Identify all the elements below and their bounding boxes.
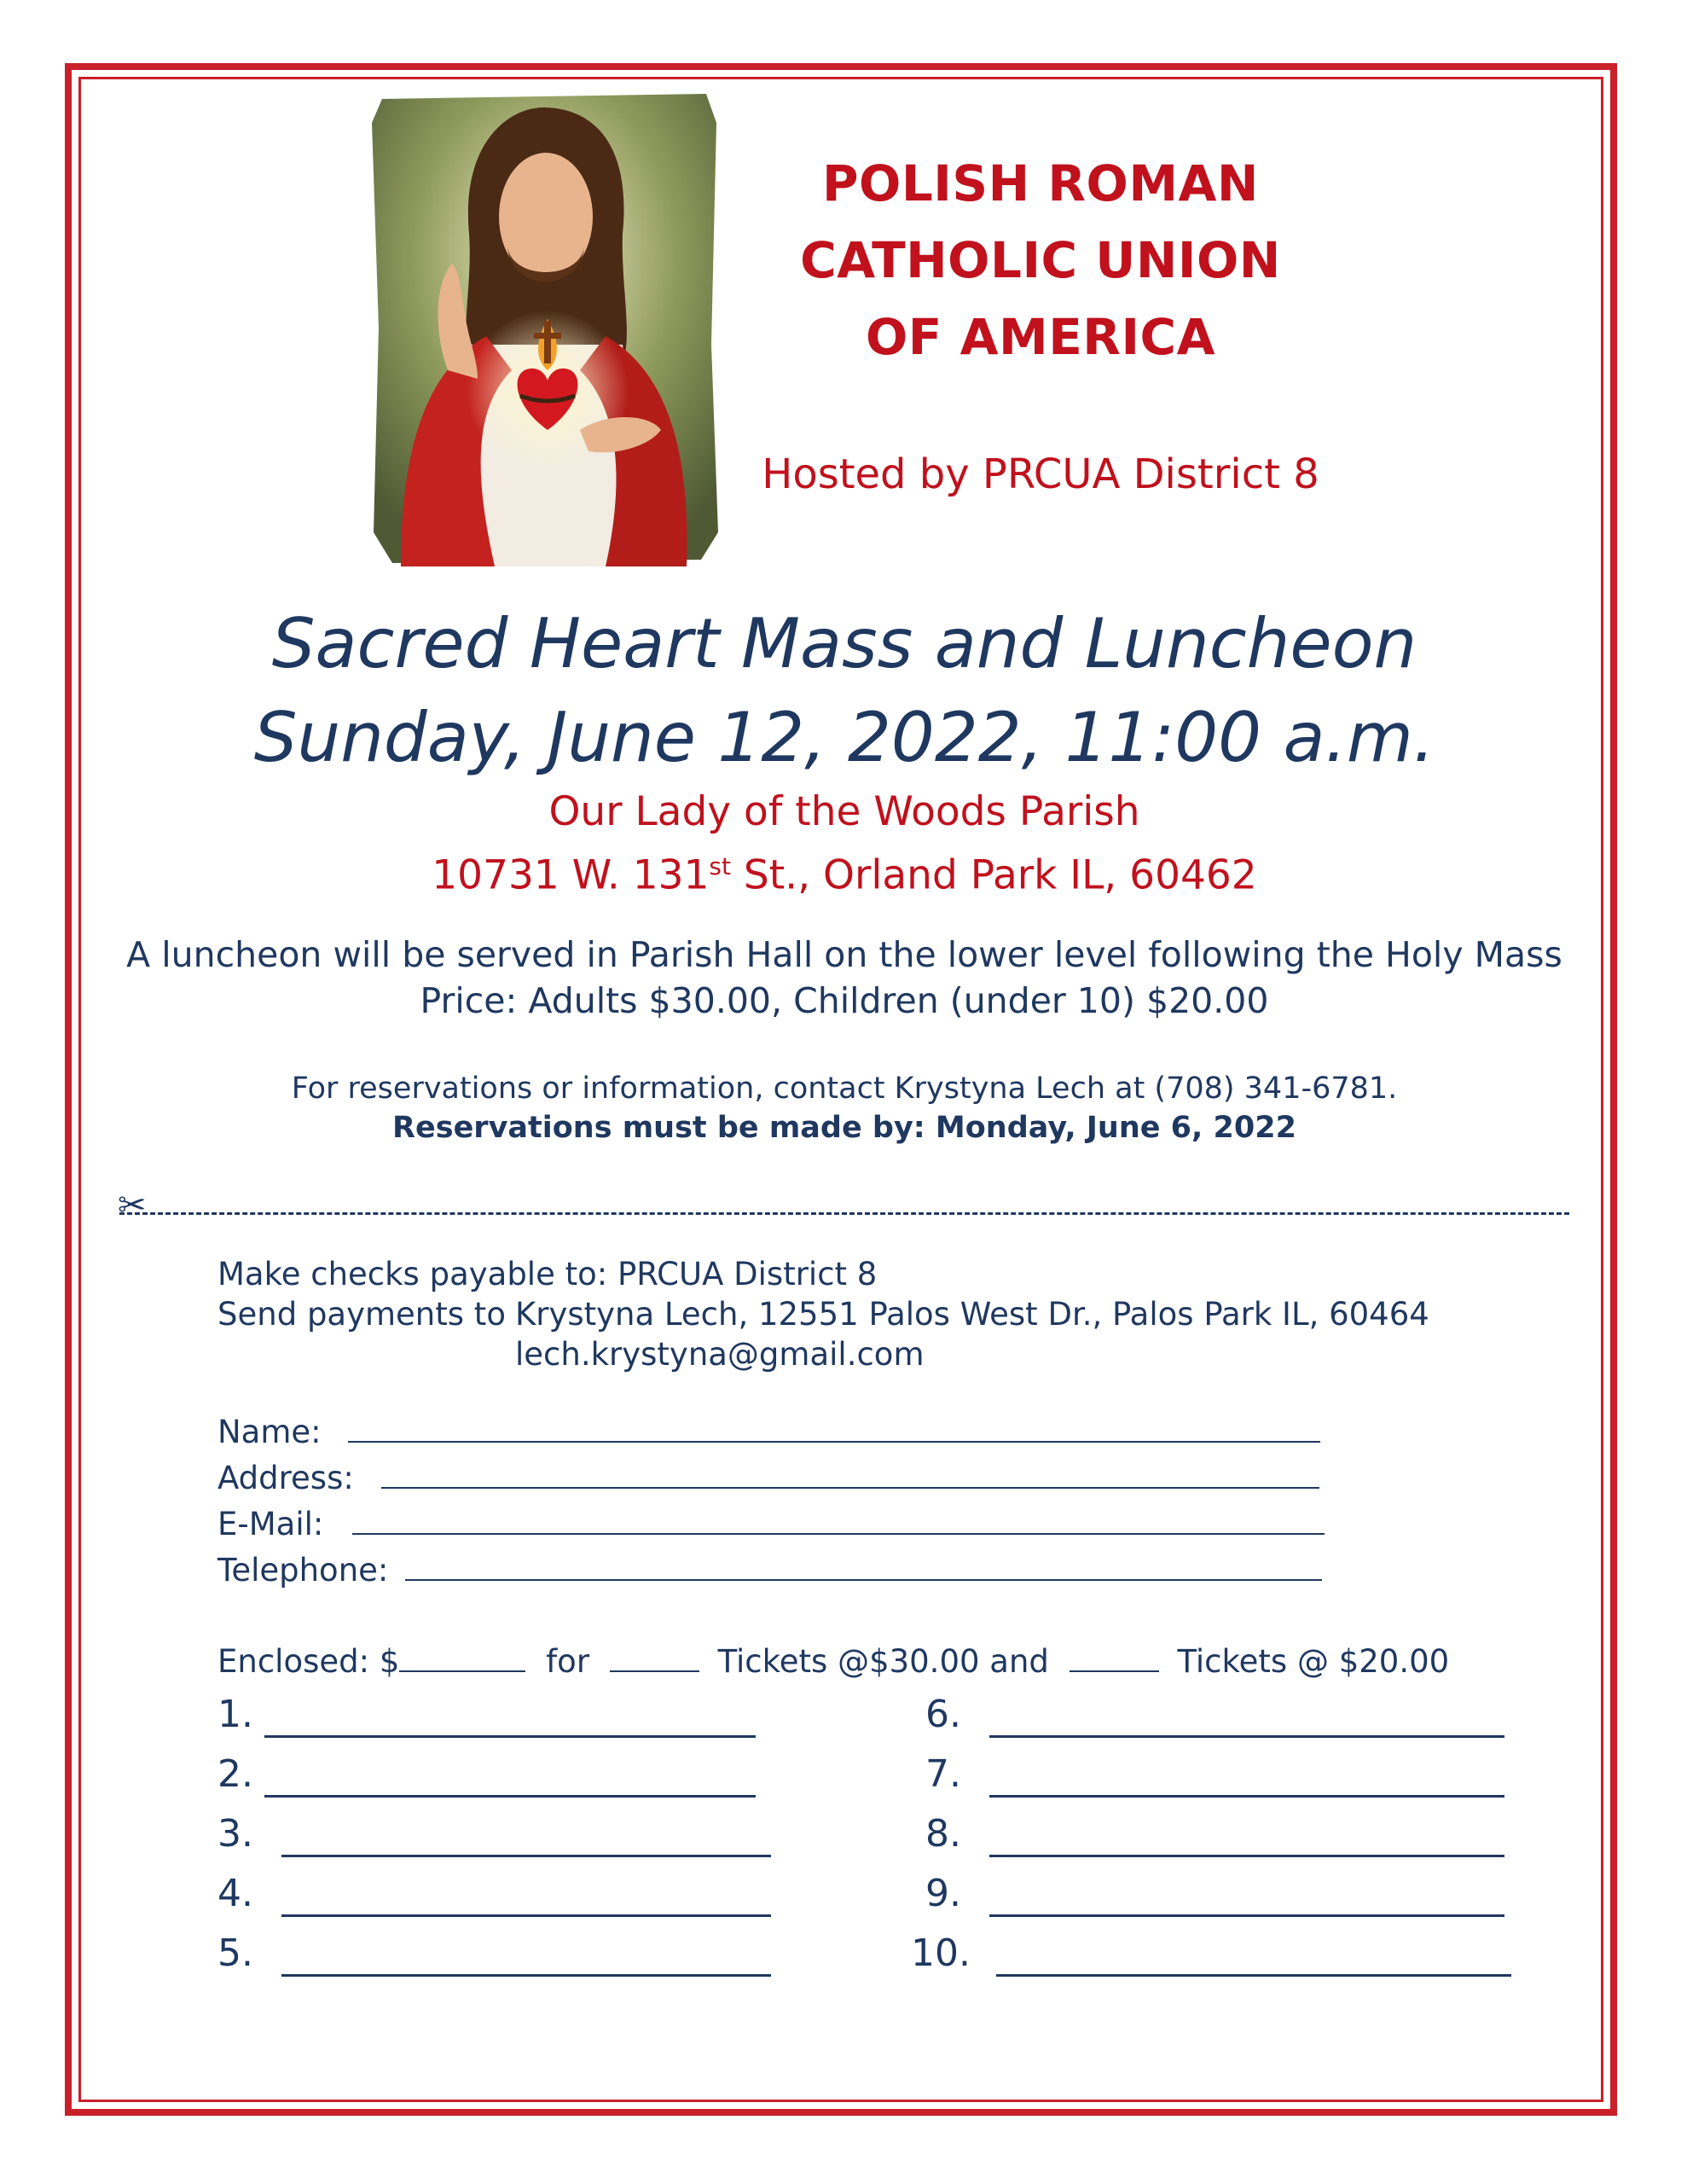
event-datetime: Sunday, June 12, 2022, 11:00 a.m. [253, 698, 1435, 777]
contact-line: For reservations or information, contact Krystyna Lech at (708) 341-6781. [291, 1072, 1398, 1106]
attendee-line-6[interactable] [989, 1735, 1504, 1738]
scissors-icon: ✂ [118, 1186, 147, 1225]
name-row [217, 1410, 1320, 1454]
attendee-number-4: 4. [217, 1872, 253, 1915]
address-label: Address: [217, 1460, 354, 1496]
org-title-line-3: OF AMERICA [865, 308, 1216, 366]
attendee-line-7[interactable] [989, 1795, 1504, 1798]
adult-tickets-label: Tickets @$30.00 and [717, 1643, 1049, 1680]
email-label: E-Mail: [217, 1506, 324, 1542]
checks-payable: Make checks payable to: PRCUA District 8 [217, 1256, 878, 1292]
luncheon-note: A luncheon will be served in Parish Hall on the lower level following the Holy Mass [126, 934, 1562, 975]
attendee-number-10: 10. [911, 1931, 971, 1975]
send-payments-address: Krystyna Lech, 12551 Palos West Dr., Palos Park IL, 60464 [515, 1296, 1429, 1333]
org-title-line-2: CATHOLIC UNION [800, 231, 1281, 289]
attendee-line-8[interactable] [989, 1855, 1504, 1857]
address-ordinal: st [709, 852, 731, 880]
attendee-line-3[interactable] [281, 1855, 771, 1857]
reservation-deadline: Reservations must be made by: Monday, June 6, 2022 [392, 1111, 1296, 1145]
attendee-number-9: 9. [925, 1872, 961, 1915]
venue-address [85, 839, 1603, 903]
attendee-line-5[interactable] [281, 1974, 771, 1977]
attendee-line-4[interactable] [281, 1914, 771, 1917]
attendee-number-2: 2. [217, 1752, 253, 1796]
telephone-row [217, 1548, 1322, 1592]
attendee-line-10[interactable] [996, 1974, 1511, 1977]
enclosed-for: for [546, 1643, 590, 1680]
address-part-2: St., Orland Park IL, 60462 [730, 851, 1257, 899]
address-field[interactable] [381, 1456, 1319, 1489]
adult-tickets-field[interactable] [610, 1640, 699, 1672]
attendee-line-9[interactable] [989, 1914, 1504, 1917]
attendee-number-6: 6. [925, 1693, 961, 1736]
event-title: Sacred Heart Mass and Luncheon [271, 604, 1417, 683]
name-field[interactable] [348, 1410, 1320, 1443]
attendee-number-3: 3. [217, 1812, 253, 1856]
telephone-field[interactable] [405, 1548, 1322, 1581]
email-field[interactable] [352, 1502, 1325, 1535]
contact-info [85, 1069, 1603, 1147]
send-payments-email: lech.krystyna@gmail.com [515, 1336, 925, 1373]
address-part-1: 10731 W. 131 [432, 851, 710, 899]
cut-line [119, 1212, 1569, 1215]
attendee-number-7: 7. [925, 1752, 961, 1796]
email-row [217, 1502, 1325, 1546]
luncheon-info [85, 932, 1603, 1024]
price-info: Price: Adults $30.00, Children (under 10) $20.00 [420, 980, 1269, 1021]
attendee-line-1[interactable] [264, 1735, 756, 1738]
name-label: Name: [217, 1414, 322, 1450]
attendee-number-8: 8. [925, 1812, 961, 1856]
hosted-by: Hosted by PRCUA District 8 [762, 450, 1319, 498]
send-payments-label: Send payments to [217, 1296, 506, 1333]
address-row [217, 1456, 1319, 1500]
enclosed-amount-field[interactable] [399, 1640, 525, 1672]
enclosed-label: Enclosed: $ [217, 1643, 400, 1680]
enclosed-row [217, 1640, 1449, 1683]
child-tickets-field[interactable] [1070, 1640, 1159, 1672]
attendee-line-2[interactable] [264, 1795, 756, 1798]
sacred-heart-portrait [367, 89, 721, 566]
org-title-line-1: POLISH ROMAN [822, 154, 1259, 212]
attendee-number-1: 1. [217, 1693, 253, 1736]
organization-title [751, 145, 1330, 375]
venue-name: Our Lady of the Woods Parish [548, 788, 1140, 835]
child-tickets-label: Tickets @ $20.00 [1177, 1643, 1450, 1680]
attendee-number-5: 5. [217, 1931, 253, 1975]
venue-block [85, 785, 1603, 903]
telephone-label: Telephone: [217, 1552, 389, 1589]
